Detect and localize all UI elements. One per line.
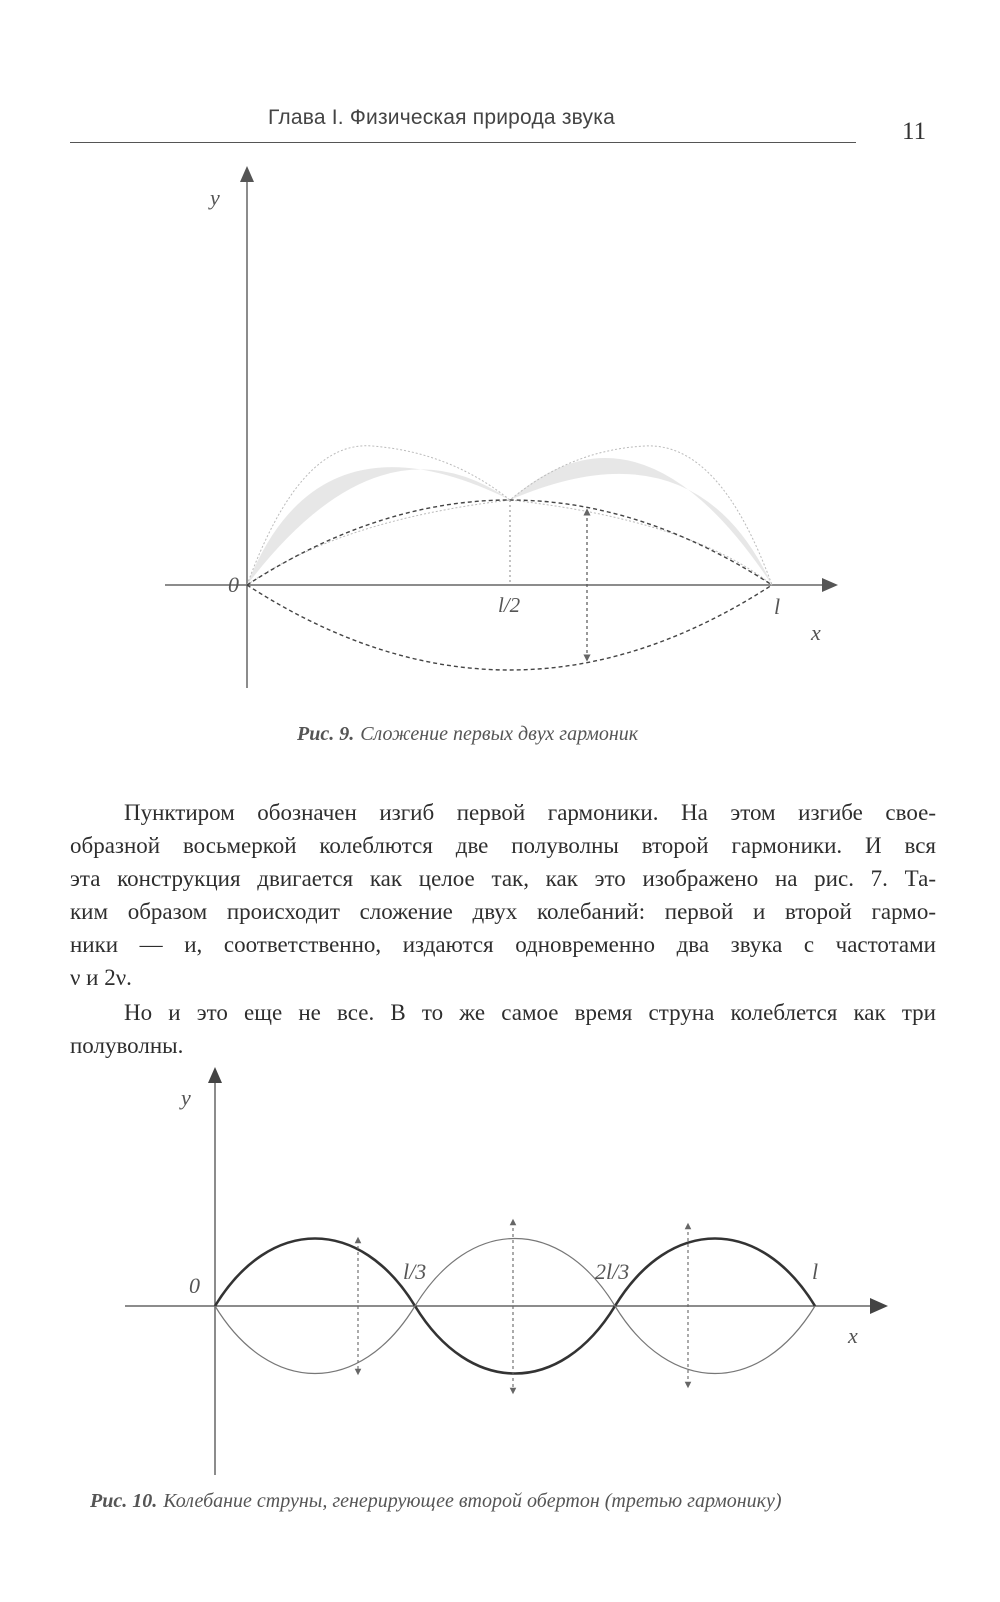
running-head-title: Глава I. Физическая природа звука [268, 106, 615, 129]
fig9-y-label: y [210, 185, 220, 210]
fig10-x-label: x [848, 1323, 858, 1348]
fig9-x-label: x [811, 620, 821, 645]
paragraph-1-line: эта конструкция двигается как целое так, как это изображено на рис. 7. Та- [70, 866, 936, 891]
figure-10-caption-label: Рис. 10. [90, 1490, 158, 1512]
paragraph-1-line: ники — и, соответственно, издаются одновременно два звука с частотами [70, 932, 936, 957]
figure-10 [0, 1065, 1000, 1475]
fig10-y-label: y [181, 1085, 191, 1110]
figure-9-caption-label: Рис. 9. [297, 723, 355, 745]
paragraph-1-line: образной восьмеркой колеблются две полуволны второй гармоники. И вся [70, 833, 936, 858]
fig9-lobe-left [247, 467, 510, 585]
figure-10-caption [90, 1490, 782, 1513]
fig9-tick-end: l [774, 594, 781, 619]
fig9-y-arrow [240, 166, 254, 182]
fig10-tick-two-thirds: 2l/3 [595, 1259, 630, 1284]
fig9-tick-half: l/2 [498, 593, 521, 617]
figure-9-caption [297, 723, 638, 746]
paragraph-2 [70, 996, 936, 1062]
fig10-y-arrow [208, 1067, 222, 1083]
paragraph-2-line: полуволны. [70, 1033, 184, 1058]
paragraph-1-line: Пунктиром обозначен изгиб первой гармоники. На этом изгибе свое- [124, 800, 936, 825]
paragraph-2-line: Но и это еще не все. В то же самое время струна колеблется как три [124, 1000, 936, 1025]
fig10-x-arrow [870, 1298, 888, 1314]
figure-10-caption-text: Колебание струны, генерирующее второй обертон (третью гармонику) [163, 1490, 782, 1512]
fig9-x-arrow [822, 578, 838, 592]
fig9-first-harmonic-upper [247, 500, 772, 585]
fig10-tick-end: l [812, 1259, 819, 1284]
figure-9-caption-text: Сложение первых двух гармоник [360, 723, 639, 745]
paragraph-1-line: ким образом происходит сложение двух колебаний: первой и второй гармо- [70, 899, 936, 924]
header-rule [70, 142, 856, 143]
fig10-tick-third: l/3 [403, 1259, 427, 1284]
paragraph-1-line: ν и 2ν. [70, 965, 132, 990]
figure-9 [0, 160, 1000, 700]
page-number: 11 [902, 118, 927, 145]
fig9-second-harmonic-lower [247, 500, 772, 585]
paragraph-1 [70, 796, 936, 994]
fig9-origin-label: 0 [228, 572, 239, 597]
fig10-origin-label: 0 [189, 1273, 200, 1298]
